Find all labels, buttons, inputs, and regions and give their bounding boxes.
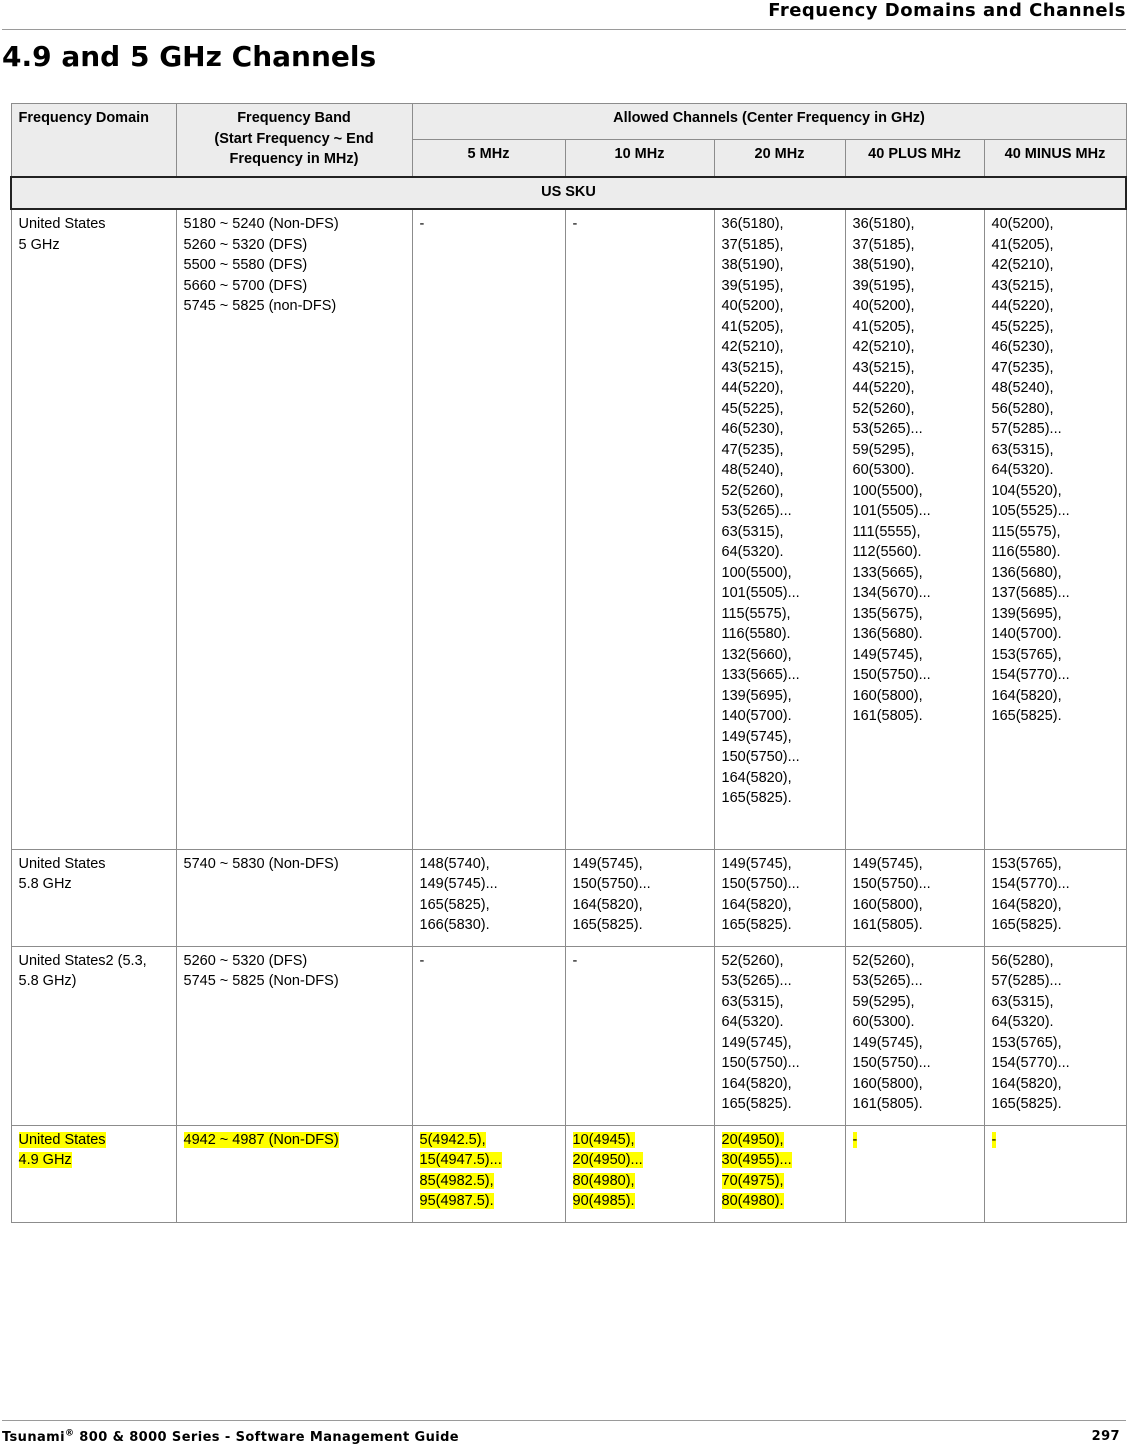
cell-frequency-band <box>176 209 412 849</box>
cell-line <box>992 1130 1119 1151</box>
cell-line: 38(5190), <box>721 257 784 273</box>
cell-line: 44(5220), <box>721 380 784 396</box>
cell-line: 45(5225), <box>721 400 784 417</box>
cell-line: 134(5670)... <box>852 585 931 601</box>
highlighted-text: 30(4955)... <box>721 1152 792 1168</box>
cell-line: 133(5665), <box>852 564 923 581</box>
cell-line: 5 GHz <box>18 236 60 253</box>
highlighted-text: 90(4985). <box>572 1193 635 1209</box>
cell-40plus <box>845 1125 984 1222</box>
highlighted-text: 70(4975), <box>721 1172 784 1189</box>
highlighted-text: 20(4950)... <box>572 1152 643 1168</box>
cell-40plus <box>845 946 984 1125</box>
cell-line: 40(5200), <box>852 298 915 314</box>
footer-product: Tsunami <box>2 1430 65 1446</box>
cell-line: 40(5200), <box>721 298 784 314</box>
cell-line: 43(5215), <box>991 277 1054 294</box>
cell-line: 57(5285)... <box>991 973 1062 989</box>
cell-line: 165(5825). <box>991 917 1062 933</box>
cell-line: 38(5190), <box>852 257 915 273</box>
cell-line: 150(5750)... <box>852 1055 931 1071</box>
cell-line <box>722 1191 838 1212</box>
cell-line: 164(5820), <box>991 687 1062 704</box>
cell-line: 101(5505)... <box>852 503 931 519</box>
cell-line: 5500 ~ 5580 (DFS) <box>183 257 308 273</box>
table-row <box>11 1125 1126 1222</box>
cell-line: 149(5745)... <box>419 876 498 892</box>
col-header-10mhz: 10 MHz <box>565 140 714 177</box>
cell-line: 105(5525)... <box>991 503 1070 519</box>
cell-line: 150(5750)... <box>721 876 800 892</box>
cell-40minus <box>984 209 1126 849</box>
cell-line: - <box>572 952 578 969</box>
cell-line: 116(5580). <box>721 626 791 642</box>
cell-line: 46(5230), <box>721 421 784 437</box>
cell-line: 44(5220), <box>991 298 1054 314</box>
cell-line: 165(5825). <box>721 917 792 933</box>
cell-line: 153(5765), <box>991 855 1062 872</box>
cell-line: 53(5265)... <box>852 421 923 437</box>
cell-line: 165(5825). <box>721 1096 792 1112</box>
cell-line: 5.8 GHz <box>18 876 72 892</box>
col-header-40plus: 40 PLUS MHz <box>845 140 984 177</box>
cell-line: 64(5320). <box>991 1014 1054 1030</box>
cell-line: 37(5185), <box>721 236 784 253</box>
cell-line: 164(5820), <box>991 1075 1062 1092</box>
cell-line: 45(5225), <box>991 318 1054 335</box>
highlighted-text: 15(4947.5)... <box>419 1152 502 1168</box>
cell-line: 42(5210), <box>852 339 915 355</box>
cell-line: 165(5825). <box>991 1096 1062 1112</box>
col-header-frequency-band-line: Frequency Band <box>237 110 351 126</box>
cell-line: 115(5575), <box>721 605 791 622</box>
cell-10mhz <box>565 849 714 946</box>
cell-line <box>722 1130 838 1151</box>
cell-line: 41(5205), <box>721 318 784 335</box>
cell-line: 149(5745), <box>721 1034 792 1051</box>
cell-line: 5745 ~ 5825 (non-DFS) <box>183 298 337 314</box>
cell-line: 154(5770)... <box>991 1055 1070 1071</box>
table-row <box>11 849 1126 946</box>
highlighted-text: 80(4980), <box>572 1172 635 1189</box>
cell-line: 52(5260), <box>852 952 915 969</box>
cell-5mhz <box>412 209 565 849</box>
highlighted-text: 5(4942.5), <box>419 1131 486 1148</box>
cell-line: 57(5285)... <box>991 421 1062 437</box>
channels-table <box>10 103 1127 1223</box>
cell-line: 132(5660), <box>721 646 792 663</box>
cell-line: 59(5295), <box>852 993 915 1010</box>
cell-line: 52(5260), <box>852 400 915 417</box>
cell-line: 43(5215), <box>852 359 915 376</box>
cell-line: 60(5300). <box>852 462 915 478</box>
cell-line: 63(5315), <box>721 523 784 540</box>
cell-line <box>19 1150 169 1171</box>
cell-line: 150(5750)... <box>721 749 800 765</box>
cell-line: 100(5500), <box>721 564 792 581</box>
cell-line: United States <box>18 216 106 232</box>
cell-frequency-domain <box>11 1125 176 1222</box>
cell-line: 164(5820), <box>721 896 792 913</box>
cell-line: 39(5195), <box>721 277 784 294</box>
registered-mark: ® <box>64 1429 75 1439</box>
cell-line: 165(5825). <box>721 790 792 806</box>
cell-line: 154(5770)... <box>991 876 1070 892</box>
cell-5mhz <box>412 1125 565 1222</box>
cell-line: 165(5825), <box>419 896 490 913</box>
cell-line: 36(5180), <box>721 216 784 232</box>
cell-40minus <box>984 946 1126 1125</box>
cell-line: 42(5210), <box>991 257 1054 273</box>
cell-line: 133(5665)... <box>721 667 800 683</box>
cell-line: United States2 (5.3, <box>18 952 147 969</box>
cell-line <box>573 1191 707 1212</box>
cell-line: 41(5205), <box>852 318 915 335</box>
cell-line: 166(5830). <box>419 917 490 933</box>
cell-line: 150(5750)... <box>852 667 931 683</box>
cell-line: 165(5825). <box>572 917 643 933</box>
cell-line: 5660 ~ 5700 (DFS) <box>183 277 308 294</box>
highlighted-text: 80(4980). <box>721 1193 784 1209</box>
running-header-title: Frequency Domains and Channels <box>768 0 1126 21</box>
cell-10mhz <box>565 1125 714 1222</box>
cell-20mhz <box>714 946 845 1125</box>
cell-line: 160(5800), <box>852 896 923 913</box>
cell-line: 139(5695), <box>991 605 1062 622</box>
cell-line: 53(5265)... <box>721 503 792 519</box>
cell-line: 139(5695), <box>721 687 792 704</box>
cell-line: 154(5770)... <box>991 667 1070 683</box>
cell-40minus <box>984 849 1126 946</box>
cell-line: 63(5315), <box>721 993 784 1010</box>
cell-line: 5.8 GHz) <box>18 973 77 989</box>
cell-line: - <box>572 216 578 232</box>
cell-frequency-band <box>176 1125 412 1222</box>
footer-guide-rest: 800 & 8000 Series - Software Management Guide <box>74 1430 460 1446</box>
cell-line: 64(5320). <box>721 544 784 560</box>
highlighted-text: United States <box>18 1131 106 1148</box>
highlighted-text: - <box>852 1131 858 1148</box>
cell-line: 153(5765), <box>991 1034 1062 1051</box>
cell-line: 150(5750)... <box>852 876 931 892</box>
cell-line <box>420 1191 558 1212</box>
cell-20mhz <box>714 849 845 946</box>
cell-line <box>19 1130 169 1151</box>
cell-line: 5180 ~ 5240 (Non-DFS) <box>183 216 339 232</box>
cell-line: 60(5300). <box>852 1014 915 1030</box>
cell-line: 112(5560). <box>852 544 922 560</box>
footer-guide-title <box>2 1430 459 1445</box>
cell-line: 42(5210), <box>721 339 784 355</box>
cell-line <box>184 1130 405 1151</box>
cell-line: 52(5260), <box>721 482 784 499</box>
cell-frequency-domain <box>11 209 176 849</box>
cell-40plus <box>845 849 984 946</box>
cell-line <box>722 1171 838 1192</box>
cell-line: 36(5180), <box>852 216 915 232</box>
cell-line: 160(5800), <box>852 687 923 704</box>
highlighted-text: 20(4950), <box>721 1131 784 1148</box>
highlighted-text: 4942 ~ 4987 (Non-DFS) <box>183 1131 339 1148</box>
cell-line: 5260 ~ 5320 (DFS) <box>183 952 308 969</box>
cell-line: 5740 ~ 5830 (Non-DFS) <box>183 855 339 872</box>
cell-10mhz <box>565 946 714 1125</box>
highlighted-text: 95(4987.5). <box>419 1193 494 1209</box>
cell-line: 164(5820), <box>572 896 643 913</box>
cell-5mhz <box>412 849 565 946</box>
cell-line: 101(5505)... <box>721 585 800 601</box>
cell-10mhz <box>565 209 714 849</box>
cell-line: 64(5320). <box>721 1014 784 1030</box>
cell-line <box>853 1130 977 1151</box>
header-divider <box>2 29 1126 30</box>
cell-frequency-band <box>176 946 412 1125</box>
col-header-frequency-domain: Frequency Domain <box>11 104 176 177</box>
cell-line: 5260 ~ 5320 (DFS) <box>183 236 308 253</box>
cell-frequency-domain <box>11 946 176 1125</box>
cell-line: 111(5555), <box>852 523 921 540</box>
cell-line: 104(5520), <box>991 482 1062 499</box>
cell-line: 53(5265)... <box>852 973 923 989</box>
cell-line: 39(5195), <box>852 277 915 294</box>
cell-line: 47(5235), <box>991 359 1054 376</box>
cell-line: 148(5740), <box>419 855 490 872</box>
cell-line: 164(5820), <box>721 1075 792 1092</box>
cell-line: 53(5265)... <box>721 973 792 989</box>
page-title: 4.9 and 5 GHz Channels <box>2 40 377 73</box>
cell-line: 5745 ~ 5825 (Non-DFS) <box>183 973 339 989</box>
cell-line: 161(5805). <box>852 1096 923 1112</box>
col-header-frequency-band <box>176 104 412 177</box>
col-header-5mhz: 5 MHz <box>412 140 565 177</box>
running-footer <box>2 1429 1126 1445</box>
cell-line: 37(5185), <box>852 236 915 253</box>
cell-line: 136(5680). <box>852 626 923 642</box>
cell-line: 63(5315), <box>991 441 1054 458</box>
highlighted-text: 85(4982.5), <box>419 1172 494 1189</box>
cell-line: 165(5825). <box>991 708 1062 724</box>
col-header-frequency-band-line: Frequency in MHz) <box>229 151 359 167</box>
footer-divider <box>2 1420 1126 1421</box>
cell-20mhz <box>714 209 845 849</box>
table-row <box>11 946 1126 1125</box>
highlighted-text: 10(4945), <box>572 1131 635 1148</box>
col-header-frequency-band-line: (Start Frequency ~ End <box>214 130 374 147</box>
cell-line: 63(5315), <box>991 993 1054 1010</box>
cell-line: 56(5280), <box>991 400 1054 417</box>
col-header-20mhz: 20 MHz <box>714 140 845 177</box>
cell-line: 164(5820), <box>721 769 792 786</box>
cell-line: 164(5820), <box>991 896 1062 913</box>
cell-line: 149(5745), <box>721 855 792 872</box>
cell-line: 59(5295), <box>852 441 915 458</box>
cell-line: 44(5220), <box>852 380 915 396</box>
table-row <box>11 209 1126 849</box>
cell-line <box>420 1130 558 1151</box>
cell-line: 140(5700). <box>721 708 792 724</box>
cell-line: 150(5750)... <box>721 1055 800 1071</box>
cell-5mhz <box>412 946 565 1125</box>
cell-line: 153(5765), <box>991 646 1062 663</box>
cell-line <box>420 1171 558 1192</box>
cell-line: 115(5575), <box>991 523 1061 540</box>
cell-line <box>420 1150 558 1171</box>
cell-line: 47(5235), <box>721 441 784 458</box>
cell-line: 52(5260), <box>721 952 784 969</box>
cell-20mhz <box>714 1125 845 1222</box>
cell-line: United States <box>18 855 106 872</box>
page-number: 297 <box>1091 1429 1120 1444</box>
cell-line: 149(5745), <box>572 855 643 872</box>
cell-frequency-band <box>176 849 412 946</box>
cell-line: 150(5750)... <box>572 876 651 892</box>
col-header-40minus: 40 MINUS MHz <box>984 140 1126 177</box>
cell-line: 149(5745), <box>852 1034 923 1051</box>
cell-line: 48(5240), <box>991 380 1054 396</box>
cell-line: - <box>419 952 425 969</box>
cell-line <box>573 1130 707 1151</box>
cell-line <box>573 1171 707 1192</box>
cell-40plus <box>845 209 984 849</box>
cell-line: 56(5280), <box>991 952 1054 969</box>
cell-frequency-domain <box>11 849 176 946</box>
cell-40minus <box>984 1125 1126 1222</box>
cell-line: 160(5800), <box>852 1075 923 1092</box>
cell-line: 149(5745), <box>852 646 923 663</box>
cell-line: - <box>419 216 425 232</box>
cell-line: 137(5685)... <box>991 585 1070 601</box>
cell-line: 46(5230), <box>991 339 1054 355</box>
col-header-allowed-channels: Allowed Channels (Center Frequency in GHz) <box>412 104 1126 140</box>
cell-line: 135(5675), <box>852 605 923 622</box>
cell-line: 161(5805). <box>852 708 923 724</box>
cell-line: 116(5580). <box>991 544 1061 560</box>
cell-line <box>573 1150 707 1171</box>
cell-line: 41(5205), <box>991 236 1054 253</box>
cell-line: 43(5215), <box>721 359 784 376</box>
cell-line: 136(5680), <box>991 564 1062 581</box>
highlighted-text: 4.9 GHz <box>18 1152 72 1168</box>
cell-line: 149(5745), <box>721 728 792 745</box>
sku-label: US SKU <box>11 177 1126 210</box>
cell-line: 64(5320). <box>991 462 1054 478</box>
cell-line: 48(5240), <box>721 462 784 478</box>
highlighted-text: - <box>991 1131 997 1148</box>
cell-line: 40(5200), <box>991 216 1054 232</box>
cell-line: 140(5700). <box>991 626 1062 642</box>
cell-line: 149(5745), <box>852 855 923 872</box>
cell-line: 100(5500), <box>852 482 923 499</box>
cell-line: 161(5805). <box>852 917 923 933</box>
cell-line <box>722 1150 838 1171</box>
